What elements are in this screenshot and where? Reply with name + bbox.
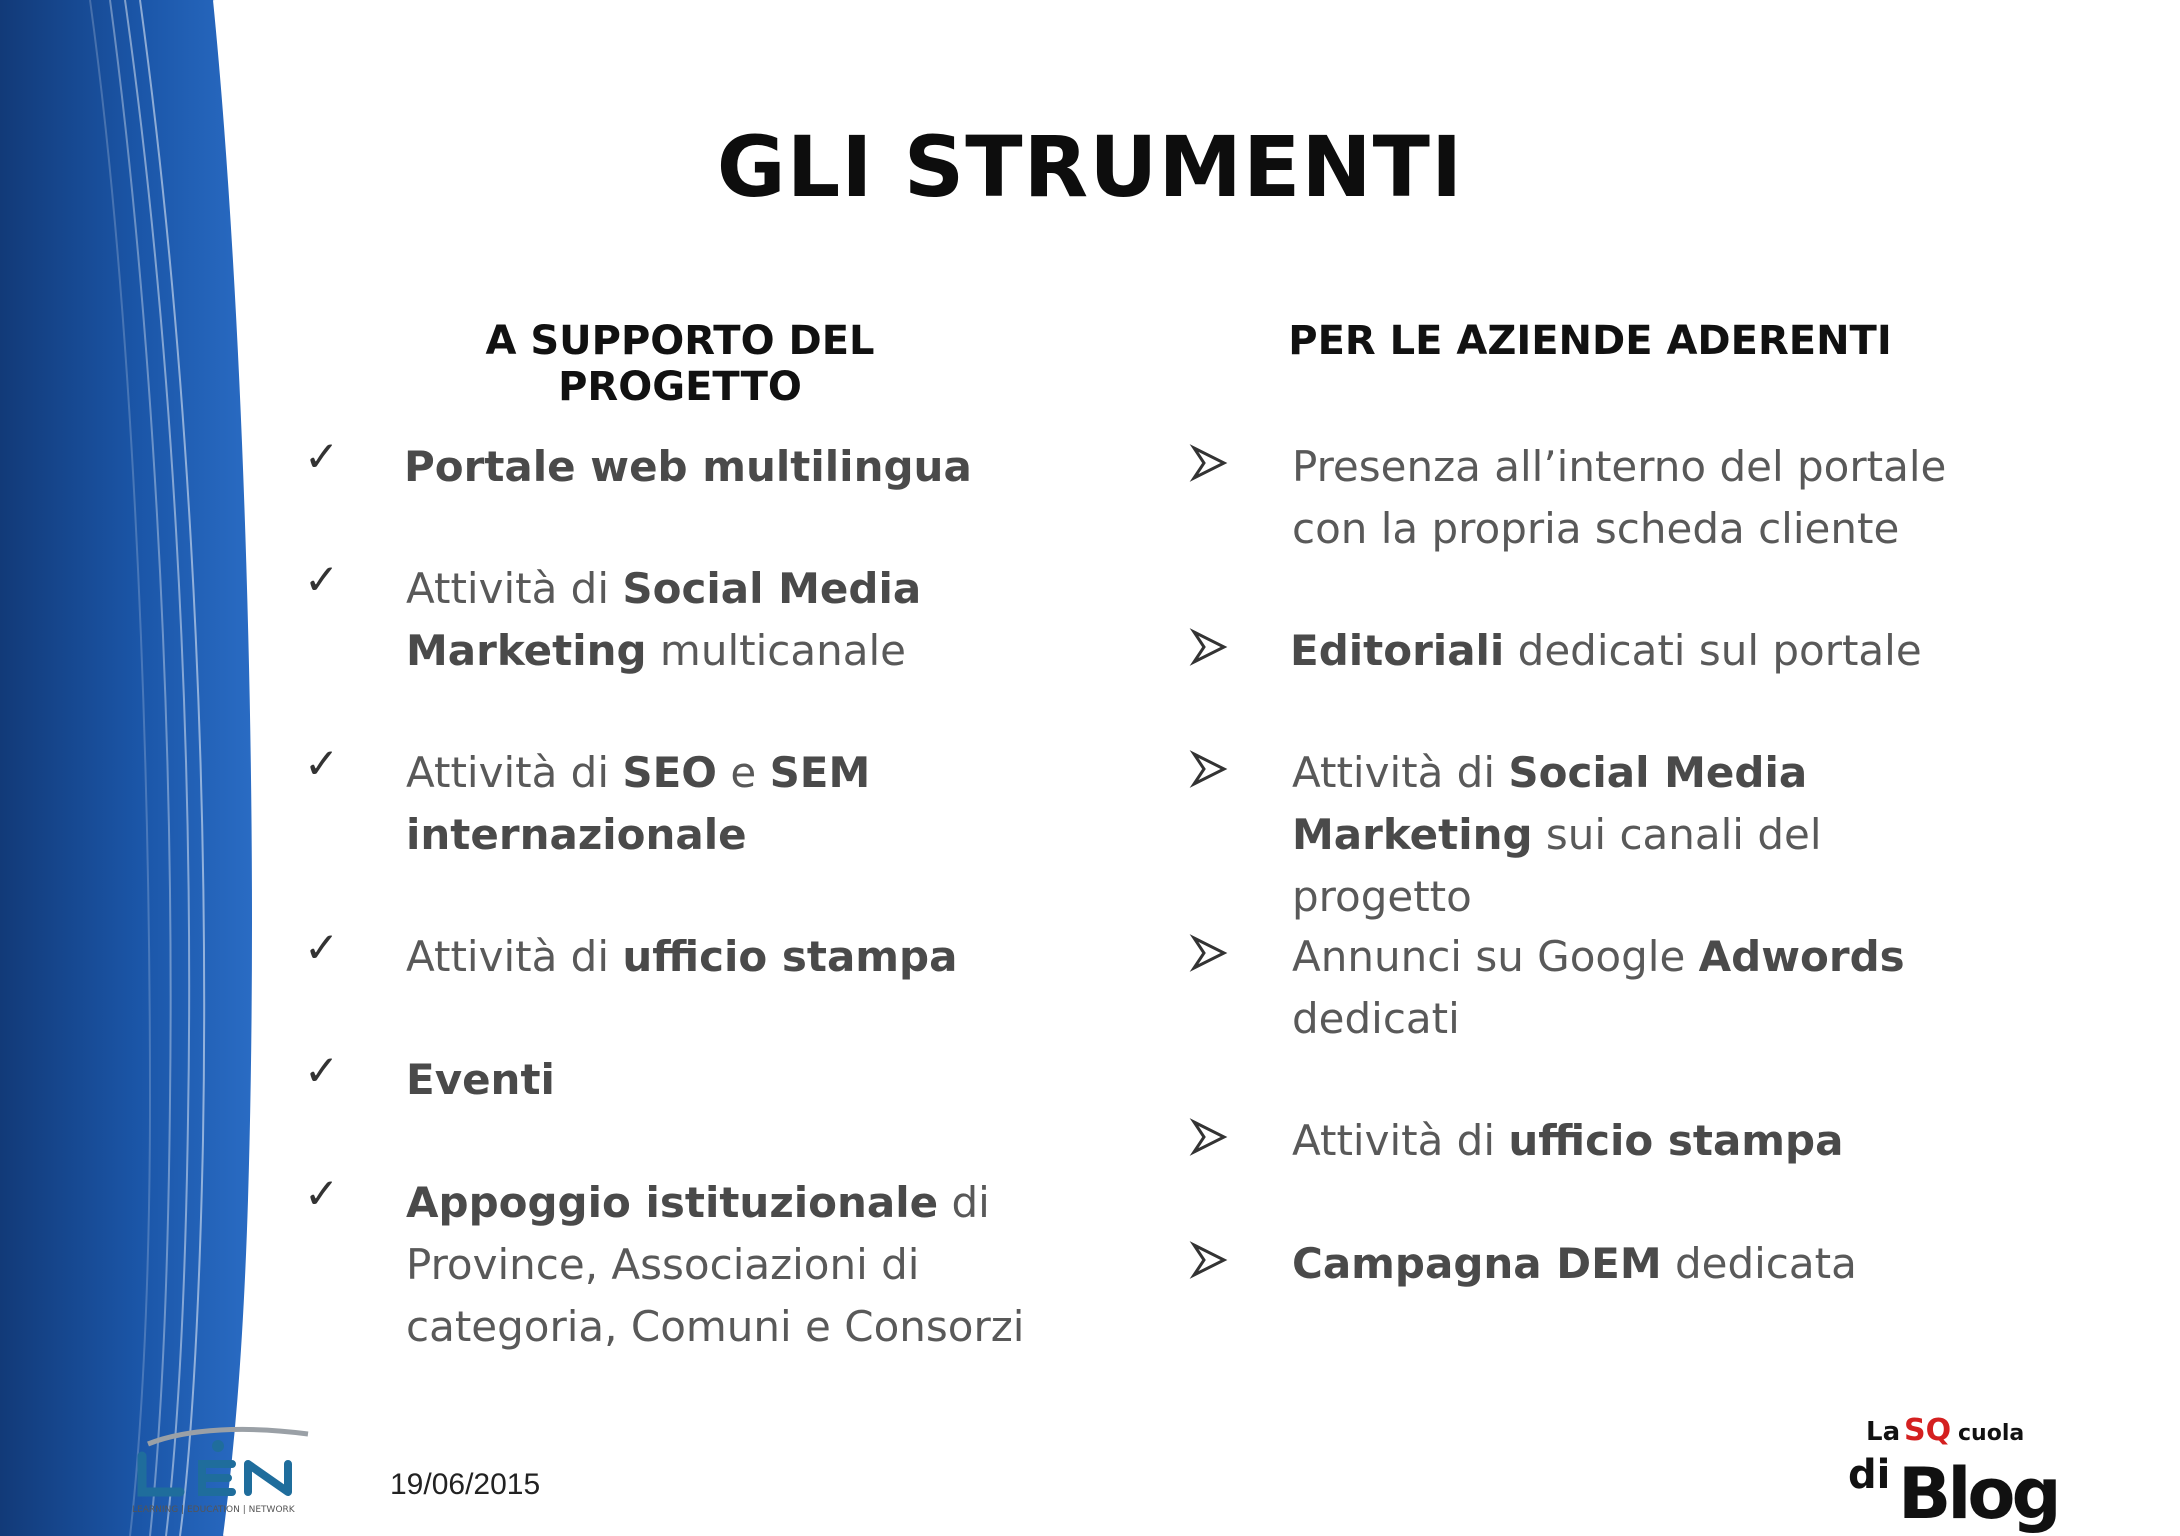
decorative-blue-band bbox=[0, 0, 260, 1536]
right-item-6-bold: Campagna DEM bbox=[1292, 1239, 1662, 1288]
right-item-2-part: dedicati sul portale bbox=[1504, 626, 1922, 675]
left-item-1-text: Portale web multilingua bbox=[404, 442, 972, 491]
arrow-bullet-icon bbox=[1192, 936, 1226, 970]
right-item-6-part: dedicata bbox=[1661, 1239, 1857, 1288]
right-item-3-bold: Social Media Marketing bbox=[1292, 748, 1808, 859]
arrow-bullet-icon bbox=[1192, 1243, 1226, 1277]
right-item-4 bbox=[1292, 926, 1932, 1050]
check-icon: ✓ bbox=[304, 1046, 340, 1095]
left-item-6-bold: Appoggio istituzionale bbox=[406, 1178, 939, 1227]
right-item-6 bbox=[1292, 1233, 1992, 1295]
check-icon: ✓ bbox=[304, 432, 340, 481]
right-item-3-part: Attività di bbox=[1292, 748, 1509, 797]
left-item-5-bold: Eventi bbox=[406, 1055, 555, 1104]
right-item-4-bold: Adwords bbox=[1698, 932, 1905, 981]
logo-text-sq: SQ bbox=[1904, 1413, 1952, 1448]
left-item-3 bbox=[406, 742, 966, 866]
arrow-bullet-icon bbox=[1192, 1120, 1226, 1154]
left-item-2-bold: Social Media Marketing bbox=[406, 564, 922, 675]
right-item-2-bold: Editoriali bbox=[1290, 626, 1505, 675]
left-item-1 bbox=[404, 436, 1044, 498]
left-item-3-bold: SEM internazionale bbox=[406, 748, 871, 859]
left-item-2-part: Attività di bbox=[406, 564, 623, 613]
right-item-3-part: sui canali del progetto bbox=[1292, 810, 1822, 921]
left-item-4 bbox=[406, 926, 1026, 988]
left-item-3-bold: SEO bbox=[622, 748, 718, 797]
left-item-3-part: e bbox=[717, 748, 770, 797]
left-item-2-part: multicanale bbox=[646, 626, 906, 675]
left-item-4-part: Attività di bbox=[406, 932, 623, 981]
len-logo bbox=[128, 1416, 313, 1516]
left-column-heading: A SUPPORTO DEL PROGETTO bbox=[485, 318, 875, 410]
scuola-di-blog-logo bbox=[1848, 1410, 2058, 1535]
check-icon: ✓ bbox=[304, 1169, 340, 1218]
right-item-4-part: dedicati bbox=[1292, 994, 1460, 1043]
left-item-6-part: di Province, Associazioni di categoria, Comuni e Consorzi bbox=[406, 1178, 1025, 1351]
left-item-6 bbox=[406, 1172, 1046, 1358]
left-item-3-part: Attività di bbox=[406, 748, 623, 797]
left-item-4-bold: ufficio stampa bbox=[622, 932, 958, 981]
right-item-1-text: Presenza all’interno del portale con la propria scheda cliente bbox=[1292, 442, 1947, 553]
arrow-bullet-icon bbox=[1192, 752, 1226, 786]
check-icon: ✓ bbox=[304, 739, 340, 788]
slide-title: GLI STRUMENTI bbox=[716, 118, 1464, 216]
logo-text-blog: Blog bbox=[1898, 1453, 2058, 1535]
right-item-1 bbox=[1292, 436, 1992, 560]
logo-text-la: La bbox=[1866, 1417, 1901, 1447]
check-icon: ✓ bbox=[304, 923, 340, 972]
check-icon: ✓ bbox=[304, 555, 340, 604]
right-item-5-bold: ufficio stampa bbox=[1508, 1116, 1844, 1165]
right-item-5 bbox=[1292, 1110, 1992, 1172]
right-column-heading: PER LE AZIENDE ADERENTI bbox=[1288, 318, 1892, 364]
logo-text-cuola: cuola bbox=[1958, 1421, 2025, 1446]
slide-date: 19/06/2015 bbox=[390, 1468, 541, 1501]
left-item-5 bbox=[406, 1049, 1026, 1111]
len-logo-tagline: LEARNING | EDUCATION | NETWORK bbox=[132, 1505, 295, 1515]
right-item-5-part: Attività di bbox=[1292, 1116, 1509, 1165]
right-item-3 bbox=[1292, 742, 2012, 928]
arrow-bullet-icon bbox=[1192, 446, 1226, 480]
left-item-2 bbox=[406, 558, 1026, 682]
right-item-2 bbox=[1290, 620, 1990, 682]
logo-text-di: di bbox=[1848, 1452, 1891, 1498]
right-item-4-part: Annunci su Google bbox=[1292, 932, 1699, 981]
arrow-bullet-icon bbox=[1192, 630, 1226, 664]
